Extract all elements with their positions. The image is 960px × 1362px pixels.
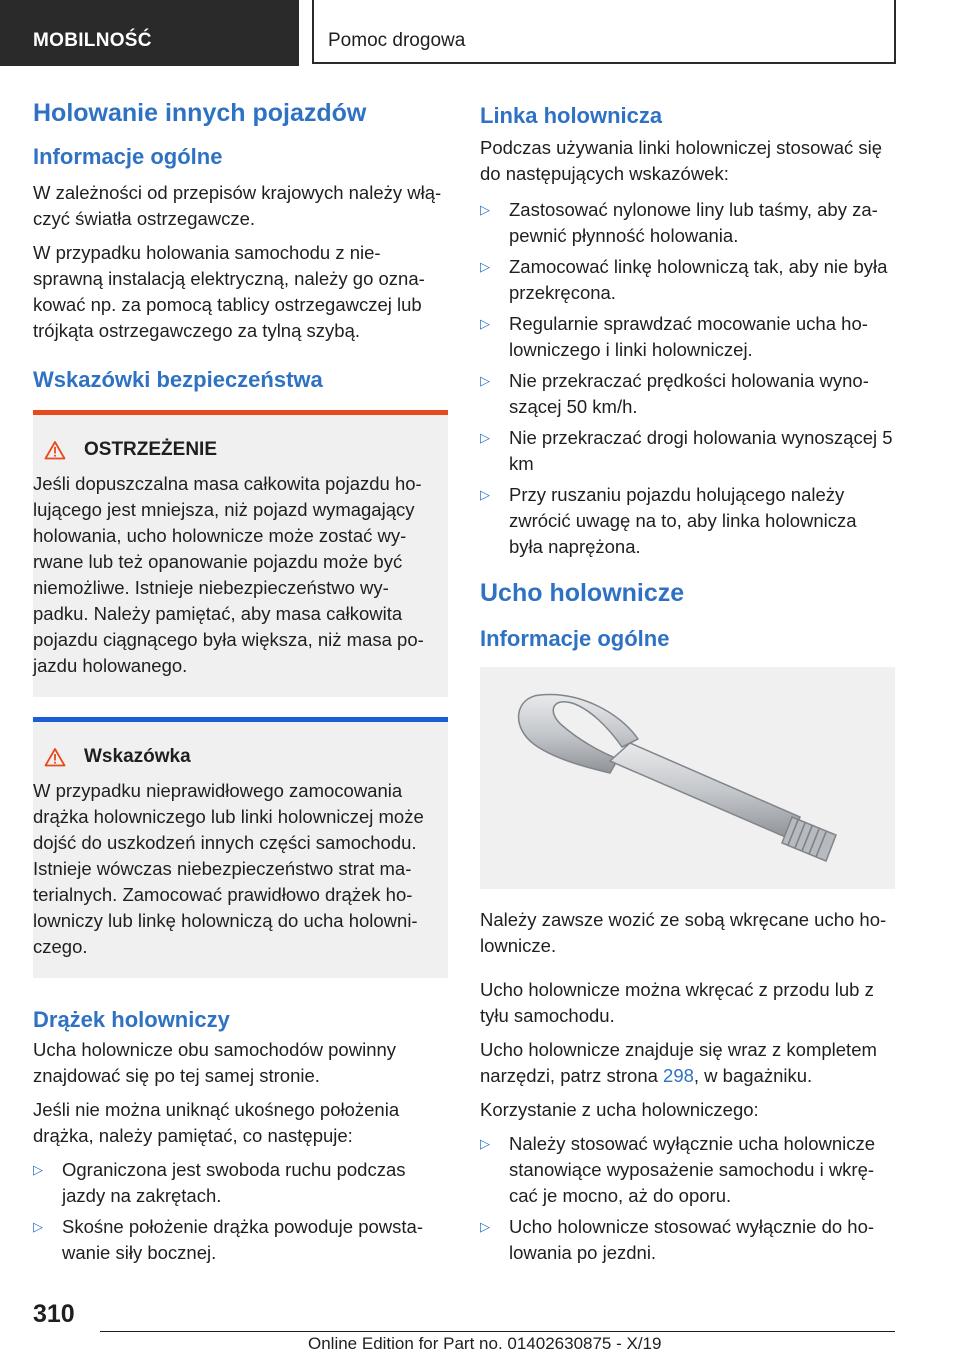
- list-item: ▷ Nie przekraczać drogi holowania wynoszącej 5 km: [480, 426, 893, 474]
- footer-divider: [100, 1331, 895, 1332]
- paragraph: Jeśli nie można uniknąć ukośnego położenia drążka, należy pamiętać, co następuje:: [33, 1099, 400, 1147]
- edition-note: Online Edition for Part no. 01402630875 - X/19: [308, 1334, 662, 1353]
- section-label: MOBILNOŚĆ: [0, 0, 299, 66]
- bullet-triangle-icon: ▷: [33, 1219, 43, 1235]
- warning-text: Jeśli dopuszczalna masa całkowita pojazdu ho-lującego jest mniejsza, niż pojazd wymagający holowania, ucho holownicze może zostać wy-rwane lub też opanowanie pojazdu może być niemożliwe. Istnieje niebezpieczeństwo wy-padku. Należy pamiętać, aby masa całkowita pojazdu ciągnącego była większa, niż masa po-jazdu holowanego.: [33, 473, 424, 677]
- paragraph: Należy zawsze wozić ze sobą wkręcane ucho ho-lownicze.: [480, 909, 887, 957]
- list-item: ▷ Nie przekraczać prędkości holowania wyno-szącej 50 km/h.: [480, 369, 869, 417]
- bullet-triangle-icon: ▷: [480, 429, 490, 445]
- paragraph: Korzystanie z ucha holowniczego:: [480, 1099, 759, 1121]
- heading-towing-other-vehicles: Holowanie innych pojazdów: [33, 99, 367, 127]
- tow-eye-list: [480, 1131, 895, 1266]
- note-title: Wskazówka: [84, 746, 191, 768]
- page-number: 310: [33, 1300, 75, 1328]
- list-item: ▷ Należy stosować wyłącznie ucha holownicze stanowiące wyposażenie samochodu i wkrę-cać je mocno, aż do oporu.: [480, 1133, 876, 1207]
- heading-safety: Wskazówki bezpieczeństwa: [33, 366, 323, 392]
- paragraph: Podczas używania linki holowniczej stosować się do następujących wskazówek:: [480, 136, 883, 184]
- heading-tow-rope: Linka holownicza: [480, 103, 663, 128]
- tow-eye-image: [480, 667, 895, 889]
- heading-tow-bar: Drążek holowniczy: [33, 1007, 230, 1033]
- paragraph: W przypadku holowania samochodu z nie-sprawną instalacją elektryczną, należy go ozna-kować np. za pomocą tablicy ostrzegawczej lub trójkąta ostrzegawczego za tylną szybą.: [33, 241, 425, 341]
- page-reference-link[interactable]: 298: [663, 1065, 694, 1087]
- tow-bar-list: [33, 1157, 448, 1266]
- bullet-triangle-icon: ▷: [480, 1219, 490, 1235]
- list-item: ▷ Regularnie sprawdzać mocowanie ucha ho-lowniczego i linki holowniczej.: [480, 312, 868, 360]
- warning-triangle-icon: [44, 747, 66, 767]
- list-item: ▷ Przy ruszaniu pojazdu holującego należy zwrócić uwagę na to, aby linka holownicza była naprężona.: [480, 483, 857, 557]
- list-item: ▷ Skośne położenie drążka powoduje powsta-wanie siły bocznej.: [33, 1216, 423, 1264]
- paragraph: W zależności od przepisów krajowych należy włą-czyć światła ostrzegawcze.: [33, 181, 442, 229]
- bullet-triangle-icon: ▷: [33, 1162, 43, 1178]
- bullet-triangle-icon: ▷: [480, 372, 490, 388]
- bullet-triangle-icon: ▷: [480, 1136, 490, 1152]
- paragraph: Ucho holownicze można wkręcać z przodu lub z tyłu samochodu.: [480, 979, 874, 1027]
- warning-triangle-icon: [44, 440, 66, 460]
- right-column: [480, 102, 895, 1274]
- tow-eye-figure: [480, 667, 895, 889]
- warning-box: [33, 410, 448, 697]
- left-column: [33, 98, 448, 1274]
- note-box: [33, 717, 448, 978]
- warning-title: OSTRZEŻENIE: [84, 439, 218, 461]
- bullet-triangle-icon: ▷: [480, 315, 490, 331]
- bullet-triangle-icon: ▷: [480, 201, 490, 217]
- note-text: W przypadku nieprawidłowego zamocowania drążka holowniczego lub linki holowniczej może dojść do uszkodzeń innych części samochodu. Istnieje wówczas niebezpieczeństwo strat ma-terialnych. Zamocować prawidłowo drążek ho-lowniczy lub linkę holowniczą do ucha holowni-czego.: [33, 780, 424, 958]
- paragraph: Ucho holownicze znajduje się wraz z kompletem narzędzi, patrz strona 298, w bagażniku.: [480, 1039, 877, 1087]
- list-item: ▷ Ucho holownicze stosować wyłącznie do ho-lowania po jezdni.: [480, 1216, 875, 1264]
- tow-rope-list: [480, 197, 895, 560]
- list-item: ▷ Zamocować linkę holowniczą tak, aby nie była przekręcona.: [480, 255, 888, 303]
- heading-general-info: Informacje ogólne: [33, 144, 223, 170]
- paragraph: Ucha holownicze obu samochodów powinny znajdować się po tej samej stronie.: [33, 1039, 397, 1087]
- bullet-triangle-icon: ▷: [480, 486, 490, 502]
- list-item: ▷ Zastosować nylonowe liny lub taśmy, aby za-pewnić płynność holowania.: [480, 198, 878, 246]
- heading-general-info: Informacje ogólne: [480, 625, 670, 651]
- chapter-label: Pomoc drogowa: [312, 0, 896, 64]
- page-header: [0, 0, 960, 66]
- heading-tow-eye: Ucho holownicze: [480, 578, 685, 607]
- bullet-triangle-icon: ▷: [480, 258, 490, 274]
- list-item: ▷ Ograniczona jest swoboda ruchu podczas jazdy na zakrętach.: [33, 1159, 406, 1207]
